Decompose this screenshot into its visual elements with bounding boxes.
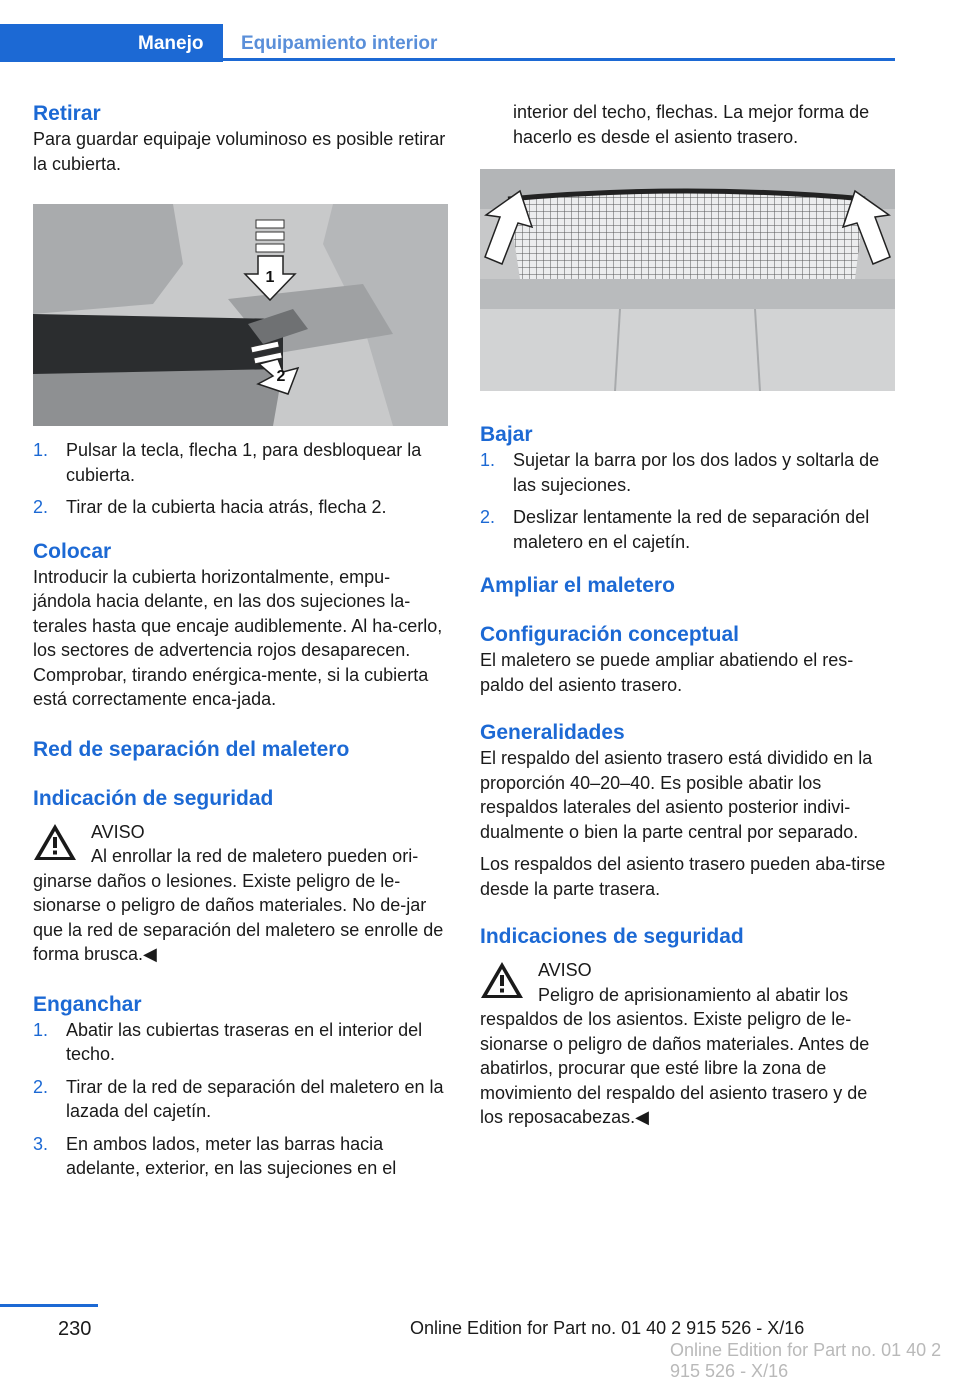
warning-triangle-icon: [480, 960, 524, 1000]
heading-generalidades: Generalidades: [480, 721, 625, 744]
list-item: 2. Deslizar lentamente la red de separación del maletero en el cajetín.: [480, 507, 870, 552]
list-item: 1. Pulsar la tecla, flecha 1, para desbloquear la cubierta.: [33, 440, 422, 485]
general-text-2: Los respaldos del asiento trasero pueden aba‐tirse desde la parte trasera.: [480, 854, 886, 899]
cover-removal-illustration: [33, 204, 448, 426]
enganchar-steps: [33, 1018, 448, 1181]
footer-rule: [0, 1304, 98, 1307]
warning-triangle-icon: [33, 822, 77, 862]
heading-indicaciones-seguridad: Indicaciones de seguridad: [480, 925, 744, 948]
retirar-text: Para guardar equipaje voluminoso es posible retirar la cubierta.: [33, 129, 446, 174]
page-number: 230: [58, 1318, 92, 1340]
colocar-text: Introducir la cubierta horizontalmente, empu‐jándola hacia delante, en las dos sujeciones la‐terales hasta que encaje audiblemente. Al ha‐cerlo, los sectores de advertencia rojos desaparecen. Comprobar, tirando enérgica‐mente, si la cubierta está correctamente enca‐jada.: [33, 566, 443, 709]
warning-label: AVISO: [538, 960, 592, 980]
watermark-text: Online Edition for Part no. 01 40 2 915 526 - X/16: [670, 1340, 942, 1381]
warning-block: [480, 958, 895, 1130]
heading-red-separacion: Red de separación del maletero: [33, 737, 350, 761]
warning-label: AVISO: [91, 821, 145, 842]
retirar-steps: [33, 438, 448, 520]
config-text: El maletero se puede ampliar abatiendo el res‐paldo del asiento trasero.: [480, 650, 854, 695]
heading-indicacion-seguridad: Indicación de seguridad: [33, 786, 274, 810]
continued-text: interior del techo, flechas. La mejor forma de hacerlo es desde el asiento trasero.: [513, 102, 870, 147]
header-subsection-label: Equipamiento interior: [241, 33, 438, 54]
figure-luggage-net: [480, 169, 895, 391]
list-item: 2. Tirar de la cubierta hacia atrás, flecha 2.: [33, 497, 387, 517]
figure-cover-removal: [33, 204, 448, 426]
arrow-1-label: 1: [265, 269, 275, 286]
header-rule: [223, 58, 895, 61]
header-section-label: Manejo: [138, 33, 204, 54]
general-text-1: El respaldo del asiento trasero está dividido en la proporción 40–20–40. Es posible abatir los respaldos laterales del asiento posterior indivi‐dualmente o bien la parte central por separado.: [480, 748, 873, 842]
edition-text: Online Edition for Part no. 01 40 2 915 526 - X/16: [410, 1318, 805, 1338]
list-item: 2. Tirar de la red de separación del maletero en la lazada del cajetín.: [33, 1076, 444, 1121]
luggage-net-illustration: [480, 169, 895, 391]
right-column: [480, 100, 895, 1130]
bajar-steps: [480, 448, 895, 554]
page-header: [0, 24, 895, 62]
heading-enganchar: Enganchar: [33, 992, 142, 1016]
heading-configuracion: Configuración conceptual: [480, 623, 740, 646]
warning-text: Al enrollar la red de maletero pueden ori‐ginarse daños o lesiones. Existe peligro de le‐sionarse o peligro de daños materiales. No de‐jar que la red de separación del maletero se enrolle de forma brusca.◀: [33, 846, 444, 964]
warning-text: Peligro de aprisionamiento al abatir los respaldos de los asientos. Existe peligro de le‐sionarse o peligro de daños materiales. Antes de abatirlos, procurar que esté libre la zona de movimiento del respaldo del asiento trasero y de los reposacabezas.◀: [480, 984, 870, 1127]
heading-ampliar-maletero: Ampliar el maletero: [480, 574, 675, 597]
list-item: 1. Sujetar la barra por los dos lados y soltarla de las sujeciones.: [480, 450, 880, 495]
list-item: 1. Abatir las cubiertas traseras en el interior del techo.: [33, 1019, 423, 1064]
heading-colocar: Colocar: [33, 539, 112, 563]
heading-retirar: Retirar: [33, 102, 101, 125]
arrow-2-label: 2: [276, 368, 286, 385]
warning-block: [33, 820, 448, 967]
list-item: 3. En ambos lados, meter las barras hacia adelante, exterior, en las sujeciones en el: [33, 1133, 397, 1178]
left-column: [33, 100, 448, 1189]
heading-bajar: Bajar: [480, 423, 533, 446]
